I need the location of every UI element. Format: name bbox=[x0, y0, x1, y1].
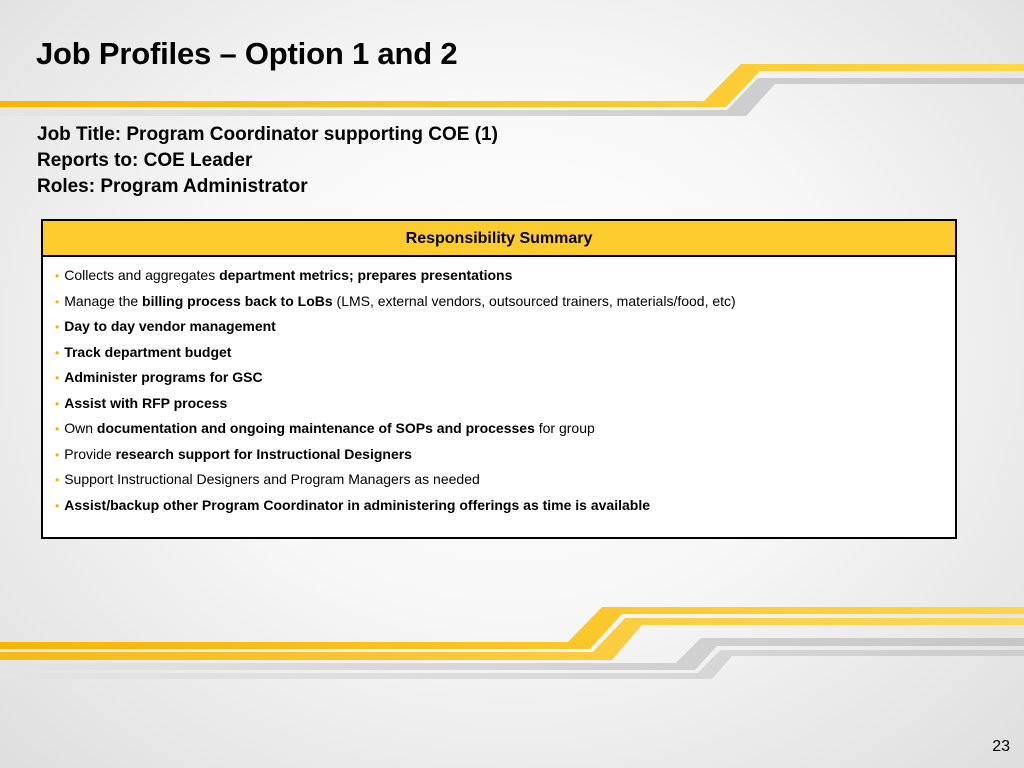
responsibility-item bbox=[55, 416, 955, 442]
bullet-icon: • bbox=[55, 269, 60, 283]
bullet-icon: • bbox=[55, 294, 60, 309]
item-text: Own bbox=[64, 420, 97, 436]
job-title-line: Job Title: Program Coordinator supporting COE (1) bbox=[37, 124, 498, 145]
item-bold-text: Assist with RFP process bbox=[64, 394, 228, 411]
item-bold-text: Day to day vendor management bbox=[64, 318, 276, 334]
item-bold-text: department metrics; prepares presentations bbox=[219, 267, 513, 283]
bottom-swoosh bbox=[0, 607, 1024, 679]
responsibility-item bbox=[55, 442, 955, 468]
bullet-icon: • bbox=[55, 473, 60, 487]
responsibility-item bbox=[55, 340, 955, 366]
responsibility-list bbox=[43, 257, 955, 518]
page-number: 23 bbox=[992, 738, 1010, 755]
item-bold-text: Administer programs for GSC bbox=[64, 369, 263, 385]
item-text: Collects and aggregates bbox=[64, 267, 220, 283]
item-text: Support Instructional Designers and Program Managers as needed bbox=[64, 471, 480, 487]
responsibility-summary-table bbox=[41, 219, 957, 539]
bullet-icon: • bbox=[55, 345, 60, 360]
responsibility-item bbox=[55, 289, 955, 315]
responsibility-item bbox=[55, 467, 955, 493]
item-text: Provide bbox=[64, 445, 116, 462]
responsibility-item bbox=[55, 365, 955, 391]
slide-title: Job Profiles – Option 1 and 2 bbox=[36, 36, 458, 71]
responsibility-item bbox=[55, 493, 955, 519]
item-text: Manage the bbox=[64, 292, 143, 309]
item-bold-text: Track department budget bbox=[64, 343, 232, 360]
bullet-icon: • bbox=[55, 498, 60, 513]
item-text-suffix: (LMS, external vendors, outsourced trainers, materials/food, etc) bbox=[332, 292, 736, 309]
bullet-icon: • bbox=[55, 371, 60, 385]
responsibility-item bbox=[55, 314, 955, 340]
bullet-icon: • bbox=[55, 422, 60, 436]
item-text-suffix: for group bbox=[534, 420, 595, 436]
bullet-icon: • bbox=[55, 447, 60, 462]
reports-to-line: Reports to: COE Leader bbox=[37, 150, 253, 171]
roles-line: Roles: Program Administrator bbox=[37, 176, 308, 197]
item-bold-text: billing process back to LoBs bbox=[142, 292, 333, 309]
bullet-icon: • bbox=[55, 396, 60, 411]
job-subheads bbox=[37, 122, 498, 200]
responsibility-item bbox=[55, 391, 955, 417]
item-bold-text: documentation and ongoing maintenance of SOPs and processes bbox=[96, 420, 535, 436]
responsibility-item bbox=[55, 263, 955, 289]
bullet-icon: • bbox=[55, 320, 60, 334]
item-bold-text: research support for Instructional Designers bbox=[115, 445, 412, 462]
item-bold-text: Assist/backup other Program Coordinator in administering offerings as time is available bbox=[64, 496, 651, 513]
responsibility-summary-header: Responsibility Summary bbox=[43, 221, 955, 257]
